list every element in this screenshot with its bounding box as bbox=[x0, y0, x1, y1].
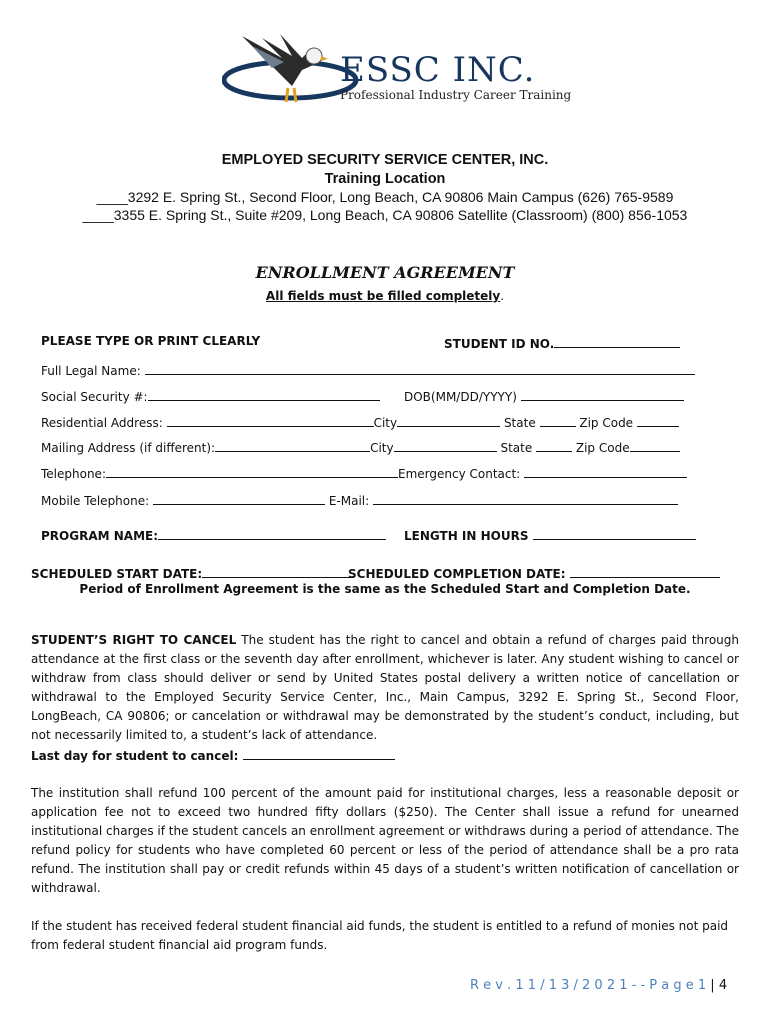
length-hours-line[interactable] bbox=[533, 526, 696, 540]
page-number: 1 bbox=[697, 978, 707, 993]
res-state-label: State bbox=[503, 416, 536, 430]
cancel-body: The student has the right to cancel and obtain a refund of charges paid through attendance at the first class or the seventh day after enrollment, whichever is later. Any student wishing to cancel or withdraw from class should deliver or send by United States postal delivery a written notice of cancellation or withdrawal to the Employed Security Service Center, Inc., Main Campus, 3292 E. Spring St., Second Floor, LongBeach, CA 90806; or cancelation or withdrawal may be demonstrated by the student’s conduct, including, but not necessarily limited to, a student’s lack of attendance. bbox=[31, 633, 739, 742]
period-note: Period of Enrollment Agreement is the same as the Scheduled Start and Completion Date. bbox=[79, 582, 691, 596]
length-hours-field[interactable] bbox=[404, 526, 696, 543]
student-id-label: STUDENT ID NO. bbox=[444, 337, 555, 351]
page-separator: | bbox=[706, 978, 719, 993]
program-name-label: PROGRAM NAME: bbox=[41, 529, 158, 543]
program-name-field[interactable] bbox=[41, 526, 386, 543]
residential-address-line[interactable] bbox=[167, 413, 374, 427]
last-day-field[interactable] bbox=[31, 746, 395, 763]
ssn-line[interactable] bbox=[148, 387, 380, 401]
logo bbox=[222, 28, 572, 108]
student-id-line[interactable] bbox=[554, 334, 680, 348]
mailing-address-field[interactable] bbox=[41, 438, 680, 455]
completion-date-field[interactable] bbox=[348, 564, 720, 581]
mail-state-line[interactable] bbox=[536, 438, 572, 452]
res-state-line[interactable] bbox=[540, 413, 576, 427]
mailing-address-label: Mailing Address (if different): bbox=[41, 441, 216, 455]
page-footer bbox=[470, 978, 727, 993]
location-satellite: ____3355 E. Spring St., Suite #209, Long Beach, CA 90806 Satellite (Classroom) (800) 856-1053 bbox=[82, 207, 688, 223]
fill-note-period: . bbox=[500, 289, 505, 303]
page-title: ENROLLMENT AGREEMENT bbox=[255, 263, 515, 282]
res-city-line[interactable] bbox=[397, 413, 500, 427]
last-day-line[interactable] bbox=[243, 746, 395, 760]
completion-date-line[interactable] bbox=[570, 564, 720, 578]
dob-field[interactable] bbox=[404, 387, 684, 404]
program-name-line[interactable] bbox=[158, 526, 386, 540]
aid-paragraph: If the student has received federal student financial aid funds, the student is entitled to a refund of monies not paid from federal student financial aid program funds. bbox=[31, 919, 729, 952]
email-line[interactable] bbox=[373, 491, 678, 505]
logo-tagline: Professional Industry Career Training bbox=[340, 88, 572, 102]
org-name: EMPLOYED SECURITY SERVICE CENTER, INC. bbox=[221, 152, 549, 168]
cancel-heading: STUDENT’S RIGHT TO CANCEL bbox=[31, 633, 237, 647]
page-total: 4 bbox=[718, 978, 728, 993]
start-date-line[interactable] bbox=[202, 564, 354, 578]
telephone-field[interactable] bbox=[41, 464, 687, 481]
mail-city-line[interactable] bbox=[394, 438, 497, 452]
mail-zip-label: Zip Code bbox=[575, 441, 630, 455]
residential-address-label: Residential Address: bbox=[41, 416, 163, 430]
refund-paragraph: The institution shall refund 100 percent of the amount paid for institutional charges, less a reasonable deposit or application fee not to exceed two hundred fifty dollars ($250). The Center shall issue a refund for unearned institutional charges if the student cancels an enrollment agreement or withdraws during a period of attendance. The refund policy for students who have completed 60 percent or less of the period of attendance shall be a pro rata refund. The institution shall pay or credit refunds within 45 days of a student’s written notification of cancellation or withdrawal. bbox=[31, 786, 739, 895]
print-clearly-label: PLEASE TYPE OR PRINT CLEARLY bbox=[41, 334, 261, 348]
ssn-field[interactable] bbox=[41, 387, 380, 404]
emergency-contact-line[interactable] bbox=[524, 464, 687, 478]
mail-zip-line[interactable] bbox=[630, 438, 680, 452]
ssn-label: Social Security #: bbox=[41, 390, 148, 404]
mailing-address-line[interactable] bbox=[215, 438, 370, 452]
dob-label: DOB(MM/DD/YYYY) bbox=[404, 390, 517, 404]
full-name-line[interactable] bbox=[145, 361, 695, 375]
mobile-label: Mobile Telephone: bbox=[41, 494, 150, 508]
mail-city-label: City bbox=[370, 441, 394, 455]
mobile-field[interactable] bbox=[41, 491, 678, 508]
location-main-campus: ____3292 E. Spring St., Second Floor, Long Beach, CA 90806 Main Campus (626) 765-9589 bbox=[96, 189, 674, 205]
fill-note bbox=[0, 289, 770, 303]
residential-address-field[interactable] bbox=[41, 413, 679, 430]
full-name-label: Full Legal Name: bbox=[41, 364, 141, 378]
telephone-line[interactable] bbox=[106, 464, 398, 478]
dob-line[interactable] bbox=[521, 387, 684, 401]
last-day-label: Last day for student to cancel: bbox=[31, 749, 243, 763]
completion-date-label: SCHEDULED COMPLETION DATE: bbox=[348, 567, 566, 581]
mail-state-label: State bbox=[500, 441, 533, 455]
revision-text: R e v . 1 1 / 1 3 / 2 0 2 1 - - P a g e bbox=[470, 978, 698, 993]
telephone-label: Telephone: bbox=[41, 467, 106, 481]
fill-note-text: All fields must be filled completely bbox=[265, 289, 501, 303]
email-label: E-Mail: bbox=[328, 494, 370, 508]
res-zip-line[interactable] bbox=[637, 413, 679, 427]
res-zip-label: Zip Code bbox=[579, 416, 634, 430]
logo-name: ESSC INC. bbox=[340, 50, 536, 90]
res-city-label: City bbox=[373, 416, 398, 430]
emergency-contact-label: Emergency Contact: bbox=[398, 467, 521, 481]
training-location: Training Location bbox=[324, 171, 446, 187]
length-hours-label: LENGTH IN HOURS bbox=[404, 529, 529, 543]
start-date-field[interactable] bbox=[31, 564, 354, 581]
student-id-field[interactable] bbox=[444, 334, 680, 351]
mobile-line[interactable] bbox=[153, 491, 325, 505]
full-name-field[interactable] bbox=[41, 361, 695, 378]
cancel-paragraph bbox=[31, 631, 739, 745]
start-date-label: SCHEDULED START DATE: bbox=[31, 567, 203, 581]
